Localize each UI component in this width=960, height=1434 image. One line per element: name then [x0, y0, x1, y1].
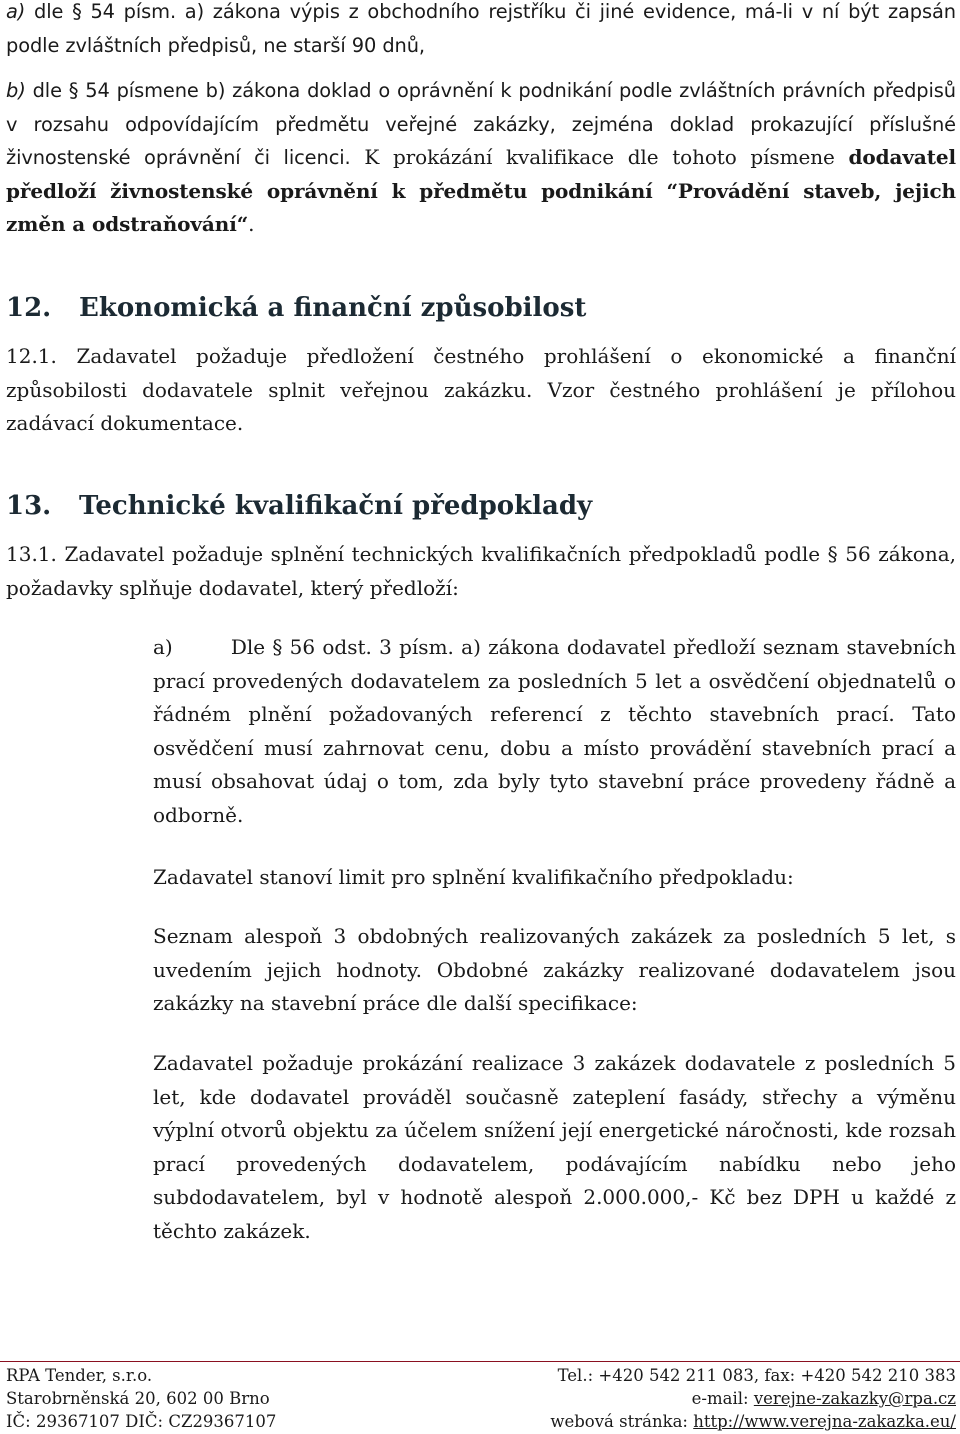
paragraph-b-end: .	[248, 212, 255, 236]
paragraph-b-text: dle § 54 písmene b) zákona doklad o oprávnění k podnikání podle zvláštních právních předpisů v rozsahu odpovídajícím předmětu veřejné zakázky, zejména doklad prokazující příslušné živnostenské oprávnění či licenci.	[6, 79, 956, 169]
footer-email-label: e-mail:	[691, 1389, 754, 1408]
footer-web	[550, 1412, 956, 1431]
item-letter-a: a)	[6, 0, 26, 23]
paragraph-a	[6, 0, 956, 62]
section-12-title: Ekonomická a finanční způsobilost	[79, 293, 587, 323]
section-12-heading	[6, 293, 586, 323]
footer-ids: IČ: 29367107 DIČ: CZ29367107	[6, 1412, 277, 1431]
section-13-item-a: a) Dle § 56 odst. 3 písm. a) zákona dodavatel předloží seznam stavebních prací provedených dodavatelem za posledních 5 let a osvědčení objednatelů o řádném plnění požadovaných referencí z těchto stavebních prací. Tato osvědčení musí zahrnovat cenu, dobu a místo provádění stavebních prací a musí obsahovat údaj o tom, zda byly tyto stavební práce provedeny řádně a odborně.	[153, 635, 956, 827]
footer-address: Starobrněnská 20, 602 00 Brno	[6, 1389, 270, 1408]
section-12-number: 12.	[6, 293, 52, 323]
requirement-paragraph: Zadavatel požaduje prokázání realizace 3 zakázek dodavatele z posledních 5 let, kde dodavatel prováděl současně zateplení fasády, střechy a výměnu výplní otvorů objektu za účelem snížení její energetické náročnosti, kde rozsah prací provedených dodavatelem, podávajícím nabídku nebo jeho subdodavatelem, byl v hodnotě alespoň 2.000.000,- Kč bez DPH u každé z těchto zakázek.	[153, 1051, 956, 1243]
footer-web-label: webová stránka:	[550, 1412, 694, 1431]
limit-paragraph: Zadavatel stanoví limit pro splnění kvalifikačního předpokladu:	[153, 865, 794, 889]
paragraph-a-text: dle § 54 písm. a) zákona výpis z obchodního rejstříku či jiné evidence, má-li v ní být zapsán podle zvláštních předpisů, ne starší 90 dnů,	[6, 0, 956, 57]
footer-web-link[interactable]: http://www.verejna-zakazka.eu/	[693, 1412, 956, 1431]
paragraph-b-serif-text: K prokázání kvalifikace dle tohoto písmene	[350, 145, 849, 169]
footer-phone: Tel.: +420 542 211 083, fax: +420 542 210 383	[557, 1366, 956, 1385]
paragraph-b	[6, 74, 956, 242]
paragraph-b-bold-text: dodavatel předloží živnostenské oprávnění k předmětu podnikání “Provádění staveb, jejich změn a odstraňování“	[6, 145, 956, 236]
footer-company: RPA Tender, s.r.o.	[6, 1366, 153, 1385]
footer-email	[692, 1389, 956, 1408]
section-12-paragraph: 12.1. Zadavatel požaduje předložení čestného prohlášení o ekonomické a finanční způsobilosti dodavatele splnit veřejnou zakázku. Vzor čestného prohlášení je přílohou zadávací dokumentace.	[6, 344, 956, 435]
item-letter-b: b)	[6, 79, 26, 102]
section-13-heading	[6, 491, 592, 521]
reference-list-paragraph: Seznam alespoň 3 obdobných realizovaných zakázek za posledních 5 let, s uvedením jejich hodnoty. Obdobné zakázky realizované dodavatelem jsou zakázky na stavební práce dle další specifikace:	[153, 924, 956, 1015]
footer-rule	[0, 1361, 960, 1362]
section-13-paragraph: 13.1. Zadavatel požaduje splnění technických kvalifikačních předpokladů podle § 56 zákona, požadavky splňuje dodavatel, který předloží:	[6, 542, 956, 600]
footer-email-link[interactable]: verejne-zakazky@rpa.cz	[753, 1389, 956, 1408]
section-13-title: Technické kvalifikační předpoklady	[79, 491, 593, 521]
section-13-number: 13.	[6, 491, 52, 521]
